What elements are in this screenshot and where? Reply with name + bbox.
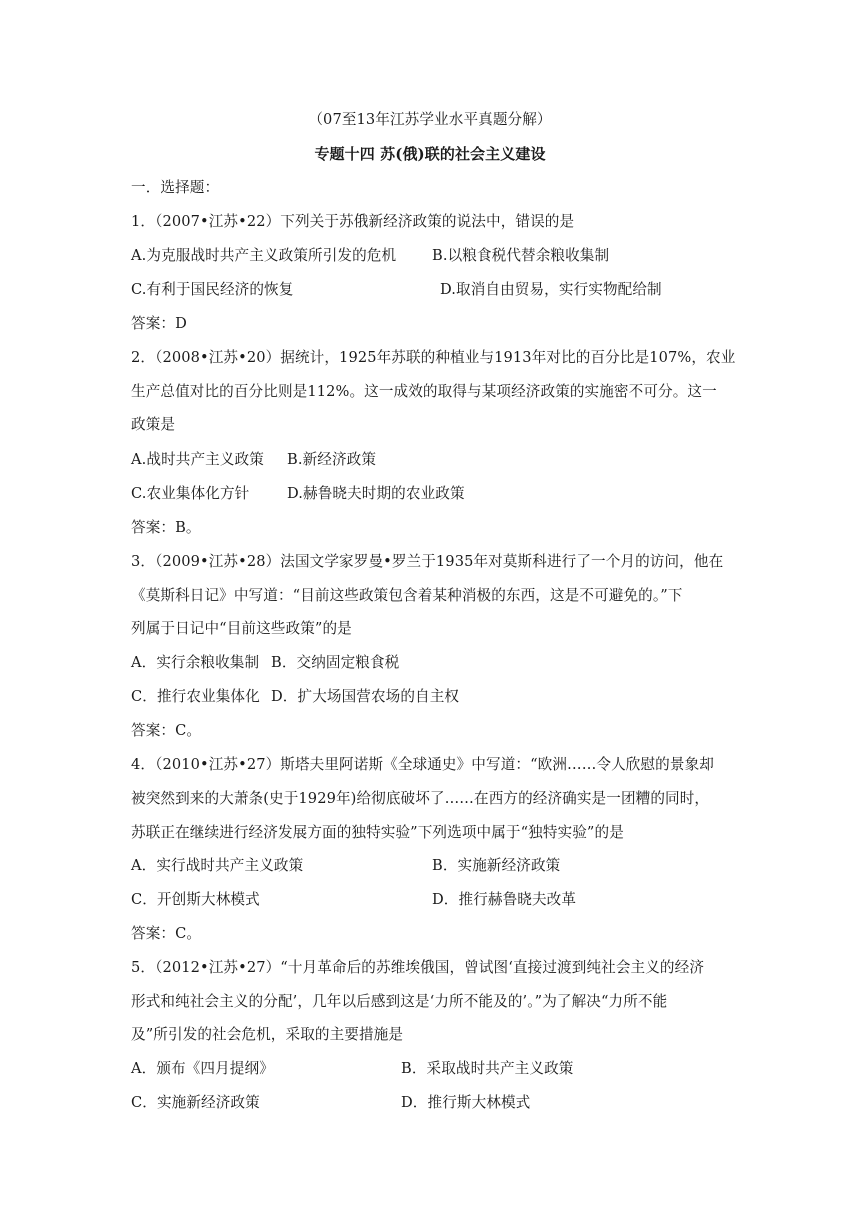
question-3-option-b: B．交纳固定粮食税 <box>271 654 400 671</box>
question-4-stem-line-2: 被突然到来的大萧条(史于1929年)给彻底破坏了……在西方的经济确实是一团糟的同时， <box>131 790 710 807</box>
question-3-option-c: C．推行农业集体化 <box>131 688 260 705</box>
section-heading: 一．选择题： <box>131 179 220 196</box>
question-3-options-row-1 <box>131 653 742 673</box>
question-2-option-a: A.战时共产主义政策 <box>131 451 264 468</box>
question-5-stem-line-1: 5．（2012•江苏•27）“十月革命后的苏维埃俄国，曾试图‘直接过渡到纯社会主义的经济 <box>131 959 705 976</box>
question-3-stem-line-3: 列属于日记中“目前这些政策”的是 <box>131 620 352 637</box>
question-3-stem-line-2: 《莫斯科日记》中写道：“目前这些政策包含着某种消极的东西，这是不可避免的。”下 <box>131 587 683 604</box>
question-3-stem-line-1: 3．（2009•江苏•28）法国文学家罗曼•罗兰于1935年对莫斯科进行了一个月的访问，他在 <box>131 553 724 570</box>
question-4-option-b: B．实施新经济政策 <box>432 857 561 874</box>
question-2-options-row-2 <box>131 484 742 504</box>
question-2-answer: 答案：B。 <box>131 519 201 536</box>
question-2-stem-line-3: 政策是 <box>131 416 176 433</box>
question-5-options-row-1 <box>131 1059 742 1079</box>
question-5-option-b: B．采取战时共产主义政策 <box>401 1060 574 1077</box>
question-4-option-a: A．实行战时共产主义政策 <box>131 857 304 874</box>
question-3-answer: 答案：C。 <box>131 722 202 739</box>
question-1-option-a: A.为克服战时共产主义政策所引发的危机 <box>131 247 397 264</box>
question-2-option-c: C.农业集体化方针 <box>131 485 250 502</box>
question-5-stem-line-3: 及”所引发的社会危机，采取的主要措施是 <box>131 1026 404 1043</box>
question-4-option-c: C．开创斯大林模式 <box>131 891 260 908</box>
question-1-options-row-2 <box>131 280 742 300</box>
question-5-option-c: C．实施新经济政策 <box>131 1094 260 1111</box>
question-5-options-row-2 <box>131 1093 742 1113</box>
question-5-option-d: D．推行斯大林模式 <box>401 1094 531 1111</box>
question-1-answer: 答案：D <box>131 315 187 332</box>
question-2-stem-line-1: 2．（2008•江苏•20）据统计，1925年苏联的种植业与1913年对比的百分比是107%，农业 <box>131 349 736 366</box>
question-1-option-b: B.以粮食税代替余粮收集制 <box>432 247 610 264</box>
question-1-options-row-1 <box>131 246 742 266</box>
question-1-option-c: C.有利于国民经济的恢复 <box>131 281 294 298</box>
question-3-options-row-2 <box>131 687 742 707</box>
question-4-stem-line-3: 苏联正在继续进行经济发展方面的独特实验”下列选项中属于“独特实验”的是 <box>131 824 624 841</box>
question-2-stem-line-2: 生产总值对比的百分比则是112%。这一成效的取得与某项经济政策的实施密不可分。这一 <box>131 383 717 400</box>
question-4-stem-line-1: 4．（2010•江苏•27）斯塔夫里阿诺斯《全球通史》中写道：“欧洲……令人欣慰的景象却 <box>131 756 714 773</box>
question-4-option-d: D．推行赫鲁晓夫改革 <box>432 891 577 908</box>
document-subtitle: （07至13年江苏学业水平真题分解） <box>308 111 552 128</box>
question-3-option-a: A．实行余粮收集制 <box>131 654 260 671</box>
question-1-stem: 1．（2007•江苏•22）下列关于苏俄新经济政策的说法中，错误的是 <box>131 213 575 230</box>
question-2-options-row-1 <box>131 450 742 470</box>
question-3-option-d: D．扩大场国营农场的自主权 <box>271 688 460 705</box>
question-5-option-a: A．颁布《四月提纲》 <box>131 1060 274 1077</box>
document-title: 专题十四 苏(俄)联的社会主义建设 <box>314 145 546 163</box>
question-1-option-d: D.取消自由贸易，实行实物配给制 <box>440 281 662 298</box>
question-4-options-row-2 <box>131 890 742 910</box>
question-4-answer: 答案：C。 <box>131 925 202 942</box>
question-5-stem-line-2: 形式和纯社会主义的分配’，几年以后感到这是‘力所不能及的’。”为了解决“力所不能 <box>131 993 668 1010</box>
question-2-option-b: B.新经济政策 <box>287 451 377 468</box>
question-2-option-d: D.赫鲁晓夫时期的农业政策 <box>287 485 465 502</box>
question-4-options-row-1 <box>131 856 742 876</box>
